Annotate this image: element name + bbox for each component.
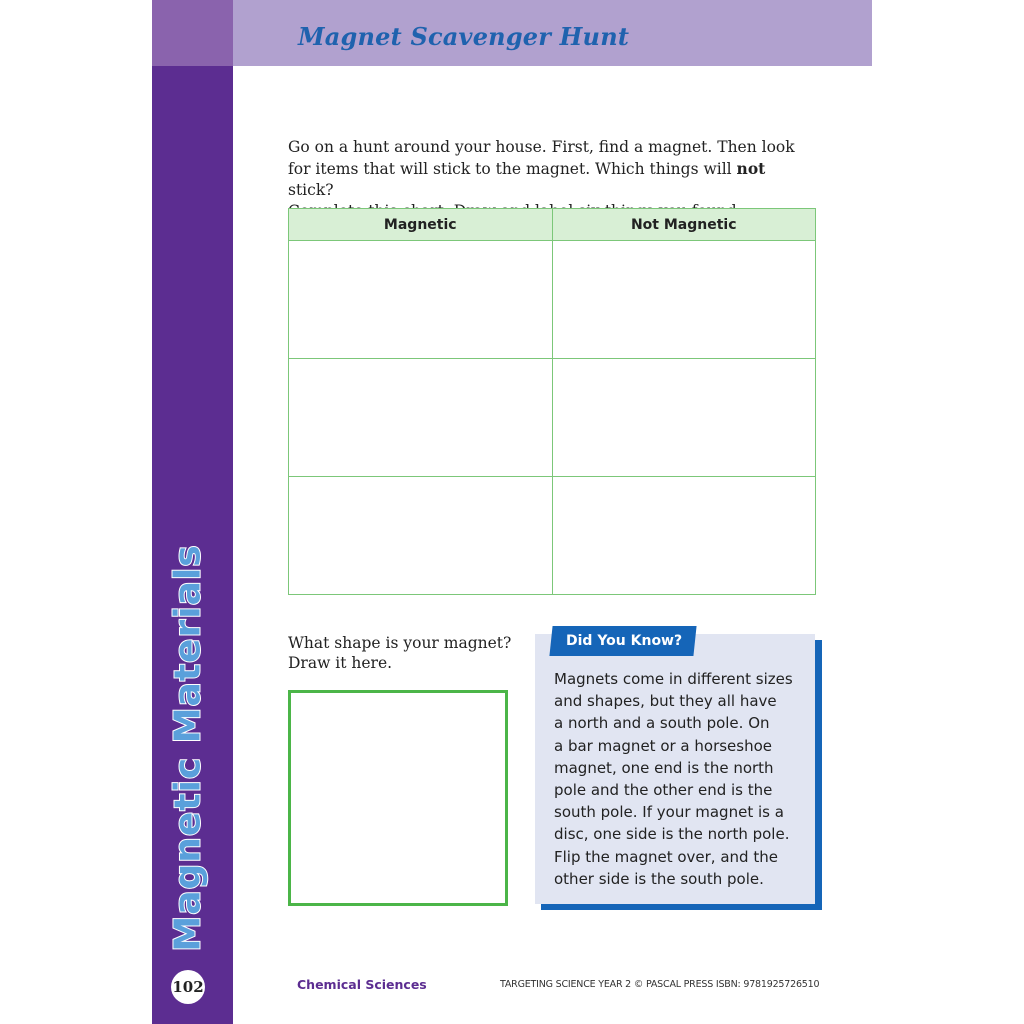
magnetic-cell[interactable] — [289, 359, 553, 477]
column-header-not-magnetic: Not Magnetic — [552, 209, 816, 241]
did-you-know-line: disc, one side is the north pole. — [554, 825, 790, 844]
did-you-know-line: pole and the other end is the — [554, 781, 773, 800]
page-number: 102 — [171, 970, 205, 1004]
intro-line-2 — [288, 158, 808, 201]
did-you-know-line: a north and a south pole. On — [554, 714, 770, 733]
intro-line-1: Go on a hunt around your house. First, find a magnet. Then look — [288, 138, 795, 156]
intro-line-2-end: stick? — [288, 181, 334, 199]
column-header-magnetic: Magnetic — [289, 209, 553, 241]
magnetic-cell[interactable] — [289, 241, 553, 359]
magnet-drawing-box[interactable] — [288, 690, 508, 906]
did-you-know-line: magnet, one end is the north — [554, 758, 774, 777]
footer-credit: TARGETING SCIENCE YEAR 2 © PASCAL PRESS ISBN: 9781925726510 — [500, 979, 820, 990]
table-row — [289, 241, 816, 359]
did-you-know-line: and shapes, but they all have — [554, 692, 777, 711]
header-corner-block — [152, 0, 233, 66]
did-you-know-body — [554, 668, 806, 890]
shape-prompt — [288, 633, 511, 673]
did-you-know-title: Did You Know? — [566, 633, 683, 649]
did-you-know-line: a bar magnet or a horseshoe — [554, 736, 773, 755]
shape-prompt-line-2: Draw it here. — [288, 654, 393, 672]
intro-emphasis: not — [736, 159, 766, 178]
not-magnetic-cell[interactable] — [552, 477, 816, 595]
chart-header-row — [289, 209, 816, 241]
did-you-know-line: Flip the magnet over, and the — [554, 847, 778, 866]
did-you-know-line: other side is the south pole. — [554, 869, 764, 888]
magnet-chart — [288, 208, 816, 595]
did-you-know-line: Magnets come in different sizes — [554, 670, 793, 688]
footer-section-label: Chemical Sciences — [297, 977, 427, 992]
magnetic-cell[interactable] — [289, 477, 553, 595]
table-row — [289, 477, 816, 595]
not-magnetic-cell[interactable] — [552, 241, 816, 359]
sidebar-title: Magnetic Materials — [167, 543, 209, 952]
not-magnetic-cell[interactable] — [552, 359, 816, 477]
intro-line-2-start: for items that will stick to the magnet. Which things will — [288, 160, 737, 178]
sidebar-title-wrap — [148, 543, 228, 952]
table-row — [289, 359, 816, 477]
did-you-know-line: south pole. If your magnet is a — [554, 803, 784, 822]
page-title: Magnet Scavenger Hunt — [298, 22, 630, 51]
shape-prompt-line-1: What shape is your magnet? — [288, 634, 512, 652]
